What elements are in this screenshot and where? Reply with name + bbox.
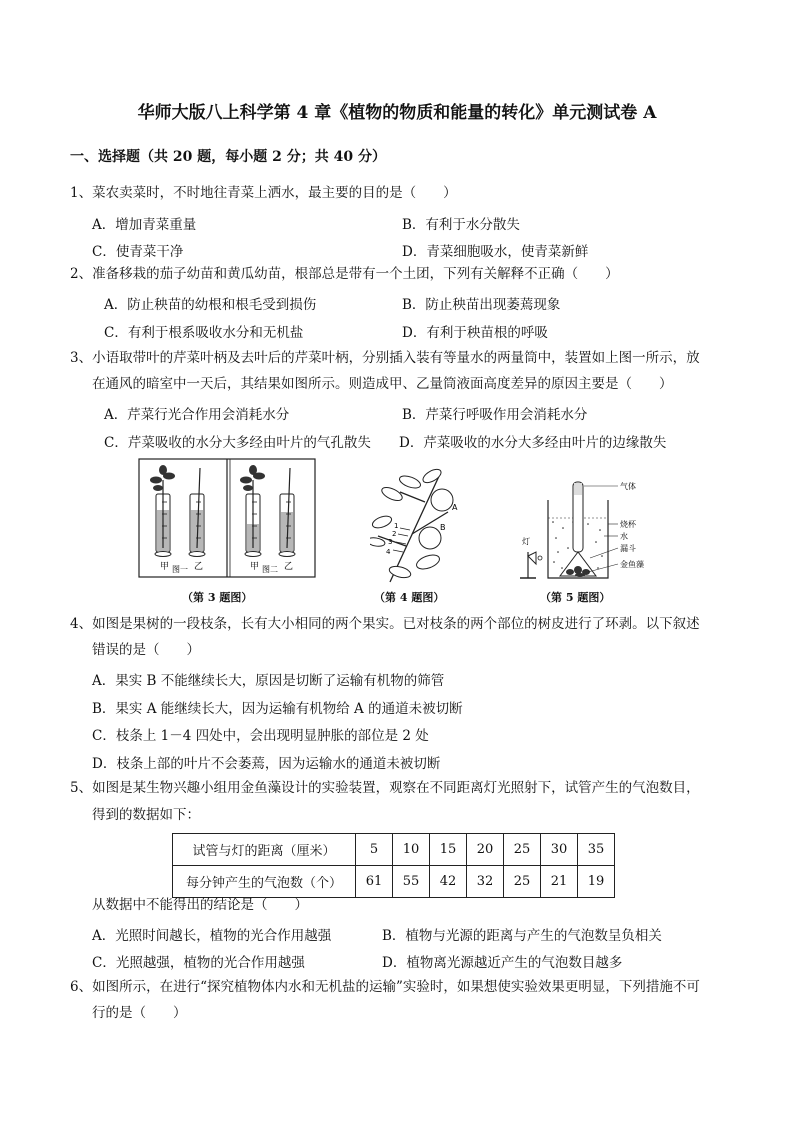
q3-stem-line1: 3、小语取带叶的芹菜叶柄及去叶后的芹菜叶柄，分别插入装有等量水的两量筒中，装置如上图一所示，放 (70, 350, 700, 366)
table-cell: 32 (467, 866, 504, 898)
section-heading: 一、选择题（共 20 题，每小题 2 分；共 40 分） (70, 149, 386, 165)
q1-option-c: C．使青菜干净 (92, 244, 184, 260)
q5-option-a: A．光照时间越长，植物的光合作用越强 (92, 928, 332, 944)
q2-stem: 2、准备移栽的茄子幼苗和黄瓜幼苗，根部总是带有一个土团，下列有关解释不正确（ ） (70, 266, 619, 282)
q3-option-c: C．芹菜吸收的水分大多经由叶片的气孔散失 (104, 435, 371, 451)
q6-stem-line2: 行的是（ ） (92, 1005, 187, 1021)
table-cell: 55 (393, 866, 430, 898)
fig4-label-3: 3 (388, 538, 393, 546)
q1-option-b: B．有利于水分散失 (402, 217, 520, 233)
fig3-yi-1: 乙 (194, 562, 204, 572)
figure-5-image (518, 478, 668, 584)
q1-option-a: A．增加青菜重量 (92, 217, 197, 233)
table-cell: 21 (541, 866, 578, 898)
q3-option-b: B．芹菜行呼吸作用会消耗水分 (402, 407, 588, 423)
fig5-label-hornwort: 金鱼藻 (620, 560, 644, 569)
table-cell: 20 (467, 834, 504, 866)
q3-stem-line2: 在通风的暗室中一天后，其结果如图所示。则造成甲、乙量筒液面高度差异的原因主要是（ ） (92, 376, 673, 392)
table-cell: 19 (578, 866, 615, 898)
q4-stem-line1: 4、如图是果树的一段枝条，长有大小相同的两个果实。已对枝条的两个部位的树皮进行了环剥。以下叙述 (70, 616, 700, 632)
q2-option-b: B．防止秧苗出现萎蔫现象 (402, 297, 561, 313)
figure-4-caption: （第 4 题图） (374, 591, 445, 604)
figure-3-caption: （第 3 题图） (182, 591, 253, 604)
table-cell: 15 (430, 834, 467, 866)
q4-option-c: C．枝条上 1－4 四处中，会出现明显肿胀的部位是 2 处 (92, 728, 429, 744)
table-cell: 25 (504, 834, 541, 866)
q6-stem-line1: 6、如图所示，在进行“探究植物体内水和无机盐的运输”实验时，如果想使实验效果更明显，下列措施不可 (70, 979, 700, 995)
table-row-distance (173, 834, 615, 866)
q5-option-b: B．植物与光源的距离与产生的气泡数呈负相关 (382, 928, 662, 944)
q3-option-a: A．芹菜行光合作用会消耗水分 (104, 407, 290, 423)
q4-option-a: A．果实 B 不能继续长大，原因是切断了运输有机物的筛管 (92, 673, 445, 689)
fig3-panel1-label: 图一 (172, 565, 188, 574)
fig5-label-water: 水 (620, 532, 628, 541)
fig4-label-a: A (452, 503, 458, 512)
fig5-label-gas: 气体 (620, 482, 636, 491)
table-row2-label: 每分钟产生的气泡数（个） (173, 866, 356, 898)
fig3-yi-2: 乙 (284, 562, 294, 572)
table-cell: 10 (393, 834, 430, 866)
fig4-label-1: 1 (394, 522, 399, 530)
fig3-jia-2: 甲 (250, 562, 260, 572)
q3-option-d: D．芹菜吸收的水分大多经由叶片的边缘散失 (399, 435, 667, 451)
fig5-label-funnel: 漏斗 (620, 544, 636, 553)
table-cell: 61 (356, 866, 393, 898)
q4-option-b: B．果实 A 能继续长大，因为运输有机物给 A 的通道未被切断 (92, 701, 463, 717)
fig3-panel2-label: 图二 (262, 565, 278, 574)
q5-option-c: C．光照越强，植物的光合作用越强 (92, 955, 305, 971)
q5-stem-line2: 得到的数据如下： (92, 807, 200, 823)
q2-option-d: D．有利于秧苗根的呼吸 (402, 325, 548, 341)
fig4-label-2: 2 (392, 530, 397, 538)
table-cell: 25 (504, 866, 541, 898)
page-title: 华师大版八上科学第 4 章《植物的物质和能量的转化》单元测试卷 A (137, 103, 657, 123)
table-cell: 30 (541, 834, 578, 866)
q4-stem-line2: 错误的是（ ） (92, 642, 200, 658)
figure-5-caption: （第 5 题图） (540, 591, 611, 604)
fig5-label-lamp: 灯 (522, 537, 530, 546)
figure-3-image (138, 458, 316, 578)
table-row-bubbles (173, 866, 615, 898)
figure-4-image (370, 464, 470, 584)
bubble-data-table (172, 833, 615, 898)
table-cell: 5 (356, 834, 393, 866)
fig5-label-beaker: 烧杯 (620, 520, 636, 529)
table-cell: 35 (578, 834, 615, 866)
q5-option-d: D．植物离光源越近产生的气泡数目越多 (382, 955, 623, 971)
q5-after-table: 从数据中不能得出的结论是（ ） (92, 897, 308, 913)
q2-option-a: A．防止秧苗的幼根和根毛受到损伤 (104, 297, 317, 313)
fig4-label-b: B (440, 523, 446, 532)
q2-option-c: C．有利于根系吸收水分和无机盐 (104, 325, 304, 341)
q5-stem-line1: 5、如图是某生物兴趣小组用金鱼藻设计的实验装置，观察在不同距离灯光照射下，试管产生的气泡数目， (70, 780, 700, 796)
q1-stem: 1、菜农卖菜时，不时地往青菜上洒水，最主要的目的是（ ） (70, 185, 457, 201)
table-row1-label: 试管与灯的距离（厘米） (173, 834, 356, 866)
q4-option-d: D．枝条上部的叶片不会萎蔫，因为运输水的通道未被切断 (92, 756, 441, 772)
fig4-label-4: 4 (386, 548, 391, 556)
table-cell: 42 (430, 866, 467, 898)
q1-option-d: D．青菜细胞吸水，使青菜新鲜 (402, 244, 589, 260)
fig3-jia-1: 甲 (160, 562, 170, 572)
